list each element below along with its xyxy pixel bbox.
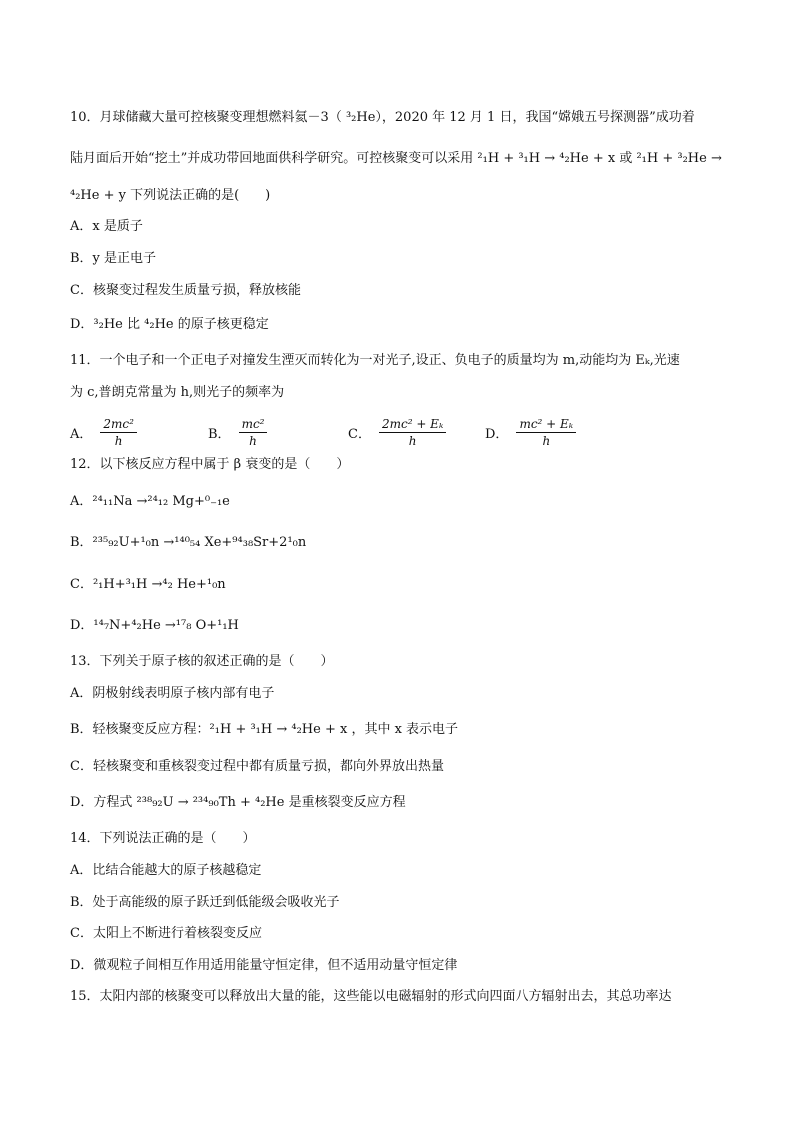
fraction xyxy=(100,416,137,449)
fraction-numerator: 2mc² xyxy=(100,416,137,433)
q11-options xyxy=(70,413,630,451)
fraction-numerator: 2mc² + Eₖ xyxy=(379,416,446,433)
q10-option-b: B．y 是正电子 xyxy=(70,251,157,266)
q12-option-d: D．¹⁴₇N+⁴₂He →¹⁷₈ O+¹₁H xyxy=(70,618,239,633)
fraction xyxy=(516,416,576,449)
option-label: B． xyxy=(208,426,231,442)
q15-stem-line-1: 15．太阳内部的核聚变可以释放出大量的能，这些能以电磁辐射的形式向四面八方辐射出去，其总功率达 xyxy=(70,989,672,1004)
q11-option-c xyxy=(348,413,446,451)
fraction-denominator: h xyxy=(249,433,257,448)
q13-option-b: B．轻核聚变反应方程：²₁H + ³₁H → ⁴₂He + x ，其中 x 表示电子 xyxy=(70,722,459,737)
q14-option-d: D．微观粒子间相互作用适用能量守恒定律，但不适用动量守恒定律 xyxy=(70,958,458,973)
q10-option-a: A．x 是质子 xyxy=(70,219,143,234)
q11-stem-line-1: 11．一个电子和一个正电子对撞发生湮灭而转化为一对光子,设正、负电子的质量均为 m,动能均为 Eₖ,光速 xyxy=(70,353,680,368)
q11-option-d xyxy=(485,413,576,451)
q10-stem-line-1: 10．月球储藏大量可控核聚变理想燃料氦－3（ ³₂He），2020 年 12 月 1 日，我国“嫦娥五号探测器”成功着 xyxy=(70,110,695,125)
q13-option-d: D．方程式 ²³⁸₉₂U → ²³⁴₉₀Th + ⁴₂He 是重核裂变反应方程 xyxy=(70,795,406,810)
q14-stem: 14．下列说法正确的是（ ） xyxy=(70,831,256,846)
fraction xyxy=(379,416,446,449)
option-label: C． xyxy=(348,426,371,442)
option-label: D． xyxy=(485,426,509,442)
q14-option-a: A．比结合能越大的原子核越稳定 xyxy=(70,863,262,878)
q11-stem-line-2: 为 c,普朗克常量为 h,则光子的频率为 xyxy=(70,385,285,400)
fraction-numerator: mc² + Eₖ xyxy=(516,416,576,433)
fraction xyxy=(239,416,268,449)
q10-stem-line-2: 陆月面后开始“挖土”并成功带回地面供科学研究。可控核聚变可以采用 ²₁H + ³₁H → ⁴₂He + x 或 ²₁H + ³₂He → xyxy=(70,151,722,166)
q12-option-c: C．²₁H+³₁H →⁴₂ He+¹₀n xyxy=(70,577,226,592)
q10-option-c: C．核聚变过程发生质量亏损，释放核能 xyxy=(70,283,301,298)
q12-option-a: A．²⁴₁₁Na →²⁴₁₂ Mg+⁰₋₁e xyxy=(70,494,230,509)
q14-option-c: C．太阳上不断进行着核裂变反应 xyxy=(70,926,262,941)
option-label: A． xyxy=(70,426,93,442)
q13-option-c: C．轻核聚变和重核裂变过程中都有质量亏损，都向外界放出热量 xyxy=(70,759,444,774)
fraction-denominator: h xyxy=(408,433,417,448)
q13-option-a: A．阴极射线表明原子核内部有电子 xyxy=(70,686,275,701)
q10-stem-line-3: ⁴₂He + y 下列说法正确的是( ) xyxy=(70,188,271,203)
q12-stem: 12．以下核反应方程中属于 β 衰变的是（ ） xyxy=(70,457,350,472)
fraction-denominator: h xyxy=(542,433,551,448)
q13-stem: 13．下列关于原子核的叙述正确的是（ ） xyxy=(70,654,334,669)
q14-option-b: B．处于高能级的原子跃迁到低能级会吸收光子 xyxy=(70,895,340,910)
q11-option-b xyxy=(208,413,267,451)
q10-option-d: D．³₂He 比 ⁴₂He 的原子核更稳定 xyxy=(70,317,269,332)
fraction-numerator: mc² xyxy=(239,416,268,433)
q12-option-b: B．²³⁵₉₂U+¹₀n →¹⁴⁰₅₄ Xe+⁹⁴₃₈Sr+2¹₀n xyxy=(70,535,307,550)
q11-option-a xyxy=(70,413,137,451)
fraction-denominator: h xyxy=(114,433,123,448)
